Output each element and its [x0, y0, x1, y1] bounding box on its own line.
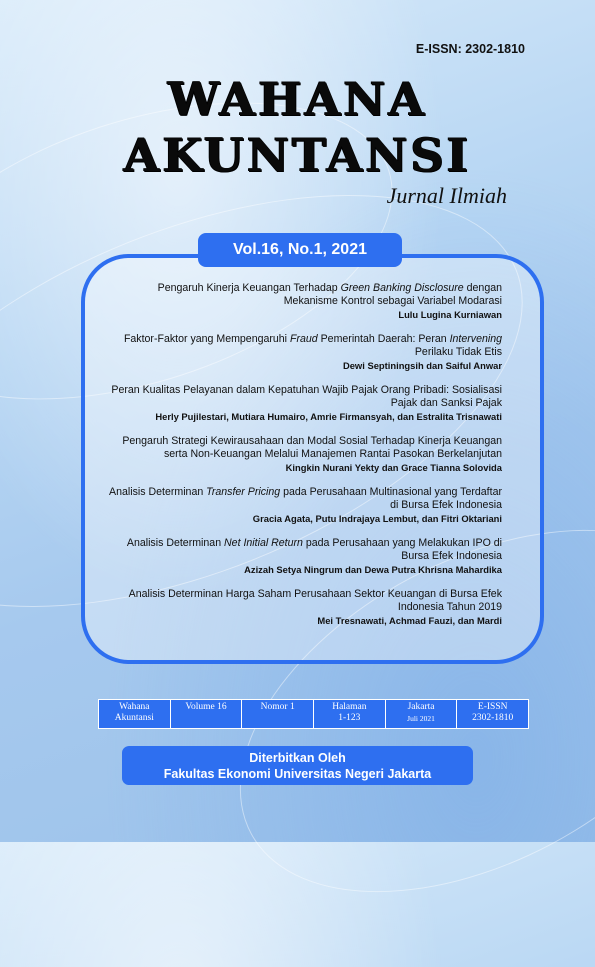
article-authors: Lulu Lugina Kurniawan — [398, 309, 502, 320]
info-cell — [457, 700, 528, 728]
info-bar — [98, 699, 529, 729]
info-cell — [171, 700, 242, 728]
article-title-text: dengan Mekanisme Kontrol sebagai Variabel Modarasi — [283, 282, 502, 307]
article-entry — [104, 333, 502, 372]
article-title-text: Pengaruh Strategi Kewirausahaan dan Modal Sosial Terhadap Kinerja Keuangan serta Non-Keuangan Melalui Manajemen Rantai Pasokan Berkelanjutan — [122, 435, 502, 460]
article-title-text: Pemerintah Daerah: Peran — [317, 333, 450, 345]
publisher-box — [122, 746, 473, 785]
article-title — [104, 333, 502, 359]
info-cell-line1: Jakarta — [407, 702, 435, 712]
info-cell-line1: Halaman — [332, 702, 367, 712]
article-title — [104, 486, 502, 512]
article-title-italic: Transfer Pricing — [206, 486, 281, 498]
publisher-line1: Diterbitkan Oleh — [249, 751, 346, 765]
article-title — [104, 435, 502, 461]
journal-title-line1: WAHANA — [167, 72, 428, 126]
article-title-text: pada Perusahaan Multinasional yang Terdaftar di Bursa Efek Indonesia — [280, 486, 502, 511]
info-cell-line1: Wahana — [119, 702, 150, 712]
article-title-italic: Green Banking Disclosure — [340, 282, 464, 294]
article-title-italic: Intervening — [449, 333, 502, 345]
article-authors: Kingkin Nurani Yekty dan Grace Tianna Solovida — [285, 462, 502, 473]
article-title — [104, 282, 502, 308]
article-entry — [104, 537, 502, 576]
article-entry — [104, 384, 502, 423]
volume-badge: Vol.16, No.1, 2021 — [198, 233, 402, 267]
info-cell-line1: E-ISSN — [477, 702, 508, 712]
info-cell-line1: Volume 16 — [185, 702, 227, 712]
info-cell — [386, 700, 457, 728]
article-title-text: Analisis Determinan — [126, 537, 225, 549]
article-title — [104, 384, 502, 410]
info-cell — [314, 700, 385, 728]
journal-subtitle: Jurnal Ilmiah — [386, 183, 507, 208]
info-cell-line2: Juli 2021 — [407, 714, 435, 723]
info-cell — [99, 700, 170, 728]
article-authors: Mei Tresnawati, Achmad Fauzi, dan Mardi — [317, 615, 502, 626]
article-title-text: Analisis Determinan — [109, 486, 207, 498]
publisher-line2: Fakultas Ekonomi Universitas Negeri Jakarta — [163, 767, 432, 781]
issn-label: E-ISSN: 2302-1810 — [415, 42, 525, 56]
article-entry — [104, 486, 502, 525]
article-authors: Azizah Setya Ningrum dan Dewa Putra Khrisna Mahardika — [244, 564, 502, 575]
article-title-text: Analisis Determinan Harga Saham Perusahaan Sektor Keuangan di Bursa Efek Indonesia Tahun 2019 — [128, 588, 502, 613]
article-entry — [104, 435, 502, 474]
info-cell-line1: Nomor 1 — [260, 702, 295, 712]
article-title-text: Perilaku Tidak Etis — [414, 346, 502, 358]
article-title-italic: Net Initial Return — [224, 537, 303, 549]
info-cell-line2: 1-123 — [338, 713, 361, 723]
article-title-italic: Fraud — [289, 333, 318, 345]
info-cell — [242, 700, 313, 728]
info-cell-line2: 2302-1810 — [472, 713, 514, 723]
article-list — [104, 282, 502, 639]
info-cell-line2: Akuntansi — [114, 713, 154, 723]
article-entry — [104, 588, 502, 627]
article-authors: Gracia Agata, Putu Indrajaya Lembut, dan Fitri Oktariani — [252, 513, 502, 524]
article-title-text: Peran Kualitas Pelayanan dalam Kepatuhan Wajib Pajak Orang Pribadi: Sosialisasi Pajak dan Sanksi Pajak — [111, 384, 502, 409]
journal-title-line2: AKUNTANSI — [123, 128, 472, 182]
article-authors: Herly Pujilestari, Mutiara Humairo, Amrie Firmansyah, dan Estralita Trisnawati — [155, 411, 502, 422]
article-entry — [104, 282, 502, 321]
article-title — [104, 588, 502, 614]
article-title-text: Pengaruh Kinerja Keuangan Terhadap — [157, 282, 341, 294]
article-title — [104, 537, 502, 563]
article-authors: Dewi Septiningsih dan Saiful Anwar — [342, 360, 502, 371]
article-title-text: Faktor-Faktor yang Mempengaruhi — [123, 333, 290, 345]
article-title-text: pada Perusahaan yang Melakukan IPO di Bursa Efek Indonesia — [302, 537, 502, 562]
